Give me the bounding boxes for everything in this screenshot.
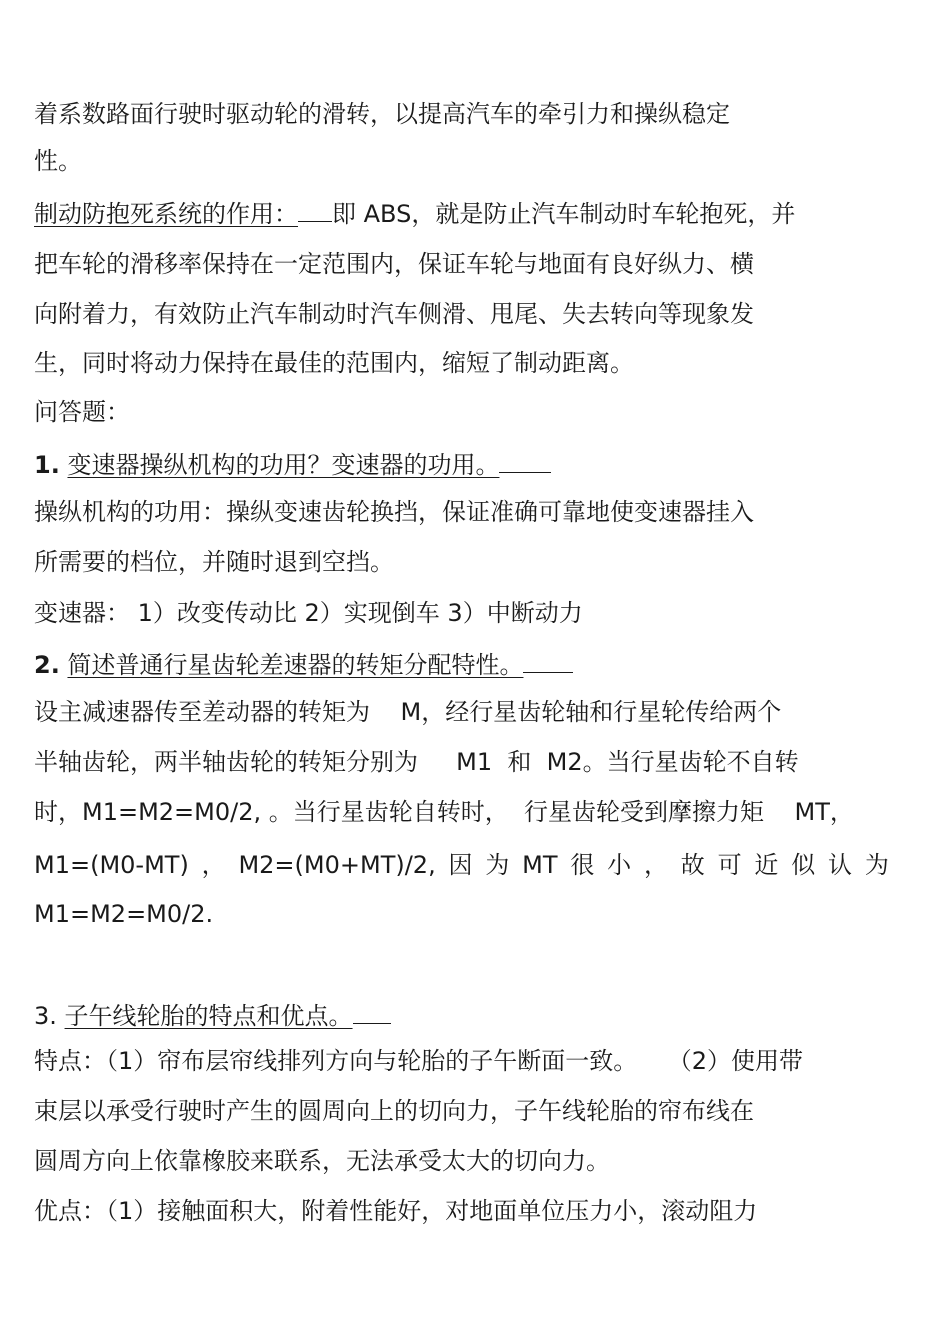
- text-token: 因: [448, 851, 473, 879]
- text-token: 小: [607, 851, 632, 879]
- text-token: 为: [864, 851, 889, 879]
- question-number: 3.: [34, 1002, 57, 1030]
- underline-blank: [523, 650, 573, 673]
- question-text: 简述普通行星齿轮差速器的转矩分配特性。: [67, 651, 524, 679]
- text-token: 似: [791, 851, 816, 879]
- text-line: M1=M2=M0/2.: [34, 900, 214, 928]
- underline-blank: [298, 199, 332, 222]
- text-token: ，: [201, 851, 226, 879]
- text-token: 认: [828, 851, 853, 879]
- text-line: 束层以承受行驶时产生的圆周向上的切向力，子午线轮胎的帘布线在: [34, 1097, 754, 1125]
- question-2: [34, 650, 573, 680]
- abs-text: 即 ABS，就是防止汽车制动时车轮抱死，并: [332, 200, 796, 228]
- text-line: 着系数路面行驶时驱动轮的滑转，以提高汽车的牵引力和操纵稳定: [34, 100, 730, 128]
- question-number: 2.: [34, 651, 60, 679]
- text-token: 可: [717, 851, 742, 879]
- text-token: ，: [643, 851, 668, 879]
- text-line: 设主减速器传至差动器的转矩为 M，经行星齿轮轴和行星轮传给两个: [34, 698, 782, 726]
- text-token: M1=(M0-MT): [34, 851, 189, 879]
- question-number: 1.: [34, 451, 60, 479]
- question-3: [34, 1001, 391, 1031]
- section-heading: 问答题：: [34, 398, 130, 426]
- text-line: 操纵机构的功用：操纵变速齿轮换挡，保证准确可靠地使变速器挂入: [34, 498, 754, 526]
- text-token: 为: [485, 851, 510, 879]
- text-line: 向附着力，有效防止汽车制动时汽车侧滑、甩尾、失去转向等现象发: [34, 300, 754, 328]
- text-line: 把车轮的滑移率保持在一定范围内，保证车轮与地面有良好纵力、横: [34, 250, 754, 278]
- question-text: 变速器操纵机构的功用？变速器的功用。: [67, 451, 500, 479]
- text-token: 很: [570, 851, 595, 879]
- text-line: 变速器： 1）改变传动比 2）实现倒车 3）中断动力: [34, 599, 583, 627]
- text-line: 所需要的档位，并随时退到空挡。: [34, 548, 394, 576]
- abs-heading: 制动防抱死系统的作用：: [34, 200, 298, 228]
- question-1: [34, 450, 551, 480]
- text-token: M2=(M0+MT)/2,: [238, 851, 436, 879]
- text-line: 优点：（1）接触面积大，附着性能好，对地面单位压力小，滚动阻力: [34, 1197, 758, 1225]
- justified-text-line: [34, 850, 889, 880]
- question-text: 子午线轮胎的特点和优点。: [64, 1002, 353, 1030]
- underline-blank: [499, 450, 551, 473]
- text-line: 半轴齿轮，两半轴齿轮的转矩分别为 M1 和 M2。当行星齿轮不自转: [34, 748, 799, 776]
- underline-blank: [353, 1001, 391, 1024]
- text-token: MT: [522, 851, 558, 879]
- text-line: 时，M1=M2=M0/2, 。当行星齿轮自转时， 行星齿轮受到摩擦力矩 MT，: [34, 798, 854, 826]
- text-line: 生，同时将动力保持在最佳的范围内，缩短了制动距离。: [34, 349, 634, 377]
- text-token: 故: [680, 851, 705, 879]
- abs-paragraph-first-line: [34, 199, 795, 229]
- text-line: 性。: [34, 147, 82, 175]
- text-line: 特点：（1）帘布层帘线排列方向与轮胎的子午断面一致。 （2）使用带: [34, 1047, 804, 1075]
- text-line: 圆周方向上依靠橡胶来联系，无法承受太大的切向力。: [34, 1147, 610, 1175]
- text-token: 近: [754, 851, 779, 879]
